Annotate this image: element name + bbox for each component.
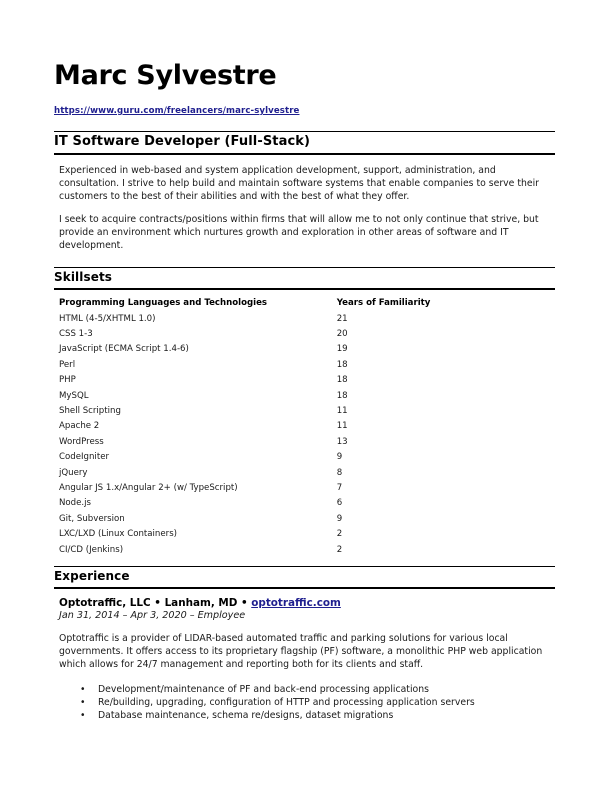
job-duties-list — [59, 683, 555, 723]
table-row — [54, 514, 555, 529]
bullet-icon: • — [80, 710, 86, 722]
table-row — [54, 406, 555, 421]
skill-name: LXC/LXD (Linux Containers) — [59, 529, 178, 540]
skill-name: Node.js — [59, 498, 92, 509]
table-row — [54, 437, 555, 452]
skill-name: Apache 2 — [59, 421, 100, 432]
duty-text: Re/building, upgrading, configuration of HTTP and processing application servers — [98, 696, 475, 708]
skill-years: 21 — [336, 313, 348, 324]
skill-name: PHP — [59, 375, 76, 386]
skill-name: Git, Subversion — [59, 513, 125, 524]
skill-name: CodeIgniter — [59, 452, 110, 463]
spacer — [54, 589, 555, 597]
spacer — [59, 622, 555, 633]
skill-years: 2 — [336, 529, 343, 540]
skill-name: CI/CD (Jenkins) — [59, 544, 124, 555]
column-header-years: Years of Familiarity — [336, 297, 431, 308]
table-row — [54, 329, 555, 344]
skill-years: 18 — [336, 359, 348, 370]
job-separator-1: • — [150, 596, 165, 609]
table-row — [54, 452, 555, 467]
spacer — [54, 117, 555, 131]
skill-years: 13 — [336, 436, 348, 447]
spacer — [59, 672, 555, 683]
summary-paragraph-1: Experienced in web-based and system application development, support, administration, and consultation. I strive to help build and maintain software systems that enable companies to serve their customers to the best of their abilities and with the best of what they offer. — [59, 164, 539, 202]
table-row — [54, 545, 555, 560]
skillsets-section-title: Skillsets — [54, 269, 113, 284]
job-title-line — [59, 597, 555, 610]
page-title: Marc Sylvestre — [54, 60, 277, 91]
skill-years: 8 — [336, 467, 343, 478]
headline-title: IT Software Developer (Full-Stack) — [54, 134, 311, 149]
skill-years: 9 — [336, 513, 343, 524]
list-item — [59, 709, 555, 722]
resume-page — [54, 0, 555, 722]
table-row — [54, 498, 555, 513]
skill-name: jQuery — [59, 467, 88, 478]
spacer — [54, 290, 555, 298]
bullet-icon: • — [80, 683, 86, 695]
table-row — [54, 468, 555, 483]
table-row — [54, 483, 555, 498]
skill-years: 18 — [336, 390, 348, 401]
spacer — [59, 203, 555, 214]
profile-link-container — [54, 98, 555, 117]
skill-years: 20 — [336, 329, 348, 340]
spacer — [54, 253, 555, 267]
job-company: Optotraffic, LLC — [59, 596, 151, 609]
column-header-skill: Programming Languages and Technologies — [59, 297, 268, 308]
summary-paragraph-2: I seek to acquire contracts/positions within firms that will allow me to not only continue that strive, but provide an environment which nurtures growth and exploration in other areas of software and IT development. — [59, 214, 539, 252]
list-item — [59, 683, 555, 696]
skill-years: 7 — [336, 483, 343, 493]
profile-url-link[interactable]: https://www.guru.com/freelancers/marc-sylvestre — [54, 106, 300, 116]
job-entry — [54, 597, 555, 723]
table-row — [54, 421, 555, 436]
list-item — [59, 696, 555, 709]
spacer — [54, 155, 555, 165]
skill-name: HTML (4-5/XHTML 1.0) — [59, 313, 156, 324]
skills-table-head — [54, 298, 555, 314]
skill-name: Perl — [59, 359, 76, 370]
bullet-icon: • — [80, 696, 86, 708]
skill-years: 11 — [336, 406, 348, 417]
table-row — [54, 391, 555, 406]
skills-table — [54, 298, 555, 560]
skills-table-body — [54, 314, 555, 560]
skill-years: 11 — [336, 421, 348, 432]
table-row — [54, 360, 555, 375]
job-website-link[interactable]: optotraffic.com — [251, 596, 341, 609]
skill-name: Shell Scripting — [59, 406, 121, 417]
skill-name: CSS 1-3 — [59, 329, 93, 340]
skill-name: MySQL — [59, 390, 89, 401]
job-dates: Jan 31, 2014 – Apr 3, 2020 – Employee — [59, 609, 246, 621]
table-row — [54, 314, 555, 329]
summary-block — [54, 165, 555, 253]
job-location: Lanham, MD — [164, 596, 238, 609]
job-separator-2: • — [237, 596, 252, 609]
duty-text: Database maintenance, schema re/designs, dataset migrations — [98, 710, 394, 722]
experience-section-title: Experience — [54, 568, 130, 583]
table-row — [54, 375, 555, 390]
skill-name: WordPress — [59, 436, 104, 447]
skill-years: 2 — [336, 544, 343, 555]
table-row — [54, 344, 555, 359]
table-header-row — [54, 298, 555, 314]
skill-years: 9 — [336, 452, 343, 463]
table-row — [54, 529, 555, 544]
skill-years: 18 — [336, 375, 348, 386]
duty-text: Development/maintenance of PF and back-end processing applications — [98, 683, 429, 695]
job-description: Optotraffic is a provider of LIDAR-based automated traffic and parking solutions for various local governments. It offers access to its proprietary flagship (PF) software, a monolithic PHP web application which allows for 24/7 management and reporting both for its clients and staff. — [59, 633, 543, 670]
skill-years: 6 — [336, 498, 343, 509]
skill-name: JavaScript (ECMA Script 1.4-6) — [59, 344, 189, 355]
skill-name: Angular JS 1.x/Angular 2+ (w/ TypeScript) — [59, 483, 238, 493]
skill-years: 19 — [336, 344, 348, 355]
